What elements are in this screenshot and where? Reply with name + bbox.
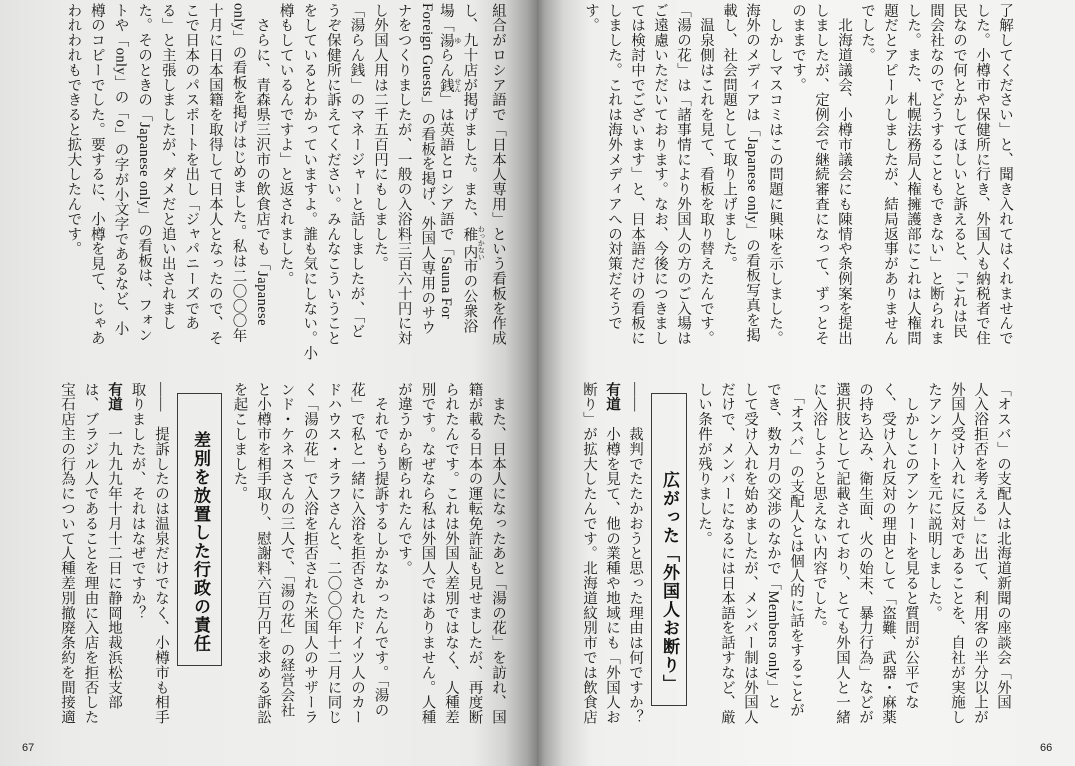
text-column: ―― 提訴したのは温泉だけでなく、小樽市も相手: [153, 382, 169, 725]
ruby-word: [461, 225, 486, 261]
text-segment: 市の公衆浴: [461, 258, 478, 334]
text-column: 人入浴拒否を考える」に出て、利用客の半分以上が: [972, 382, 988, 725]
text-column: 「湯の花」は「諸事情により外国人の方のご入場は: [675, 3, 691, 346]
text-column: 選択肢として記載されており、とても外国人と一緒: [834, 382, 850, 725]
text-segment: 一九九九年十月十二日に静岡地裁浜松支部: [106, 411, 122, 710]
text-column: 組合がロシア語で「日本人専用」という看板を作成: [490, 3, 506, 346]
text-column: でき、数カ月の交渉のなかで「Members only」と: [765, 382, 781, 710]
text-column: たアンケートを元に説明しました。: [926, 382, 942, 621]
text-column: 宝石店主の行為について人種差別撤廃条約を間接適: [59, 382, 75, 725]
text-column: われわれもできると拡大したんです。: [65, 3, 82, 257]
ruby-base: 湯: [437, 32, 454, 48]
page-67: [0, 0, 537, 766]
text-column: す。: [583, 3, 599, 33]
text-column: でした。: [859, 3, 875, 63]
text-column: うぞ保健所に訴えてください。みんなこういうこと: [324, 3, 341, 346]
ruby-base: 稚内: [461, 225, 478, 261]
text-segment: 小樽を見て、他の業種や地域にも「外国人お: [604, 411, 620, 725]
text-column: る」と主張しましたが、ダメだと追い出されまし: [159, 3, 176, 331]
text-column: 「湯らん銭」のマネージャーと話しましたが、「ど: [348, 3, 365, 339]
speaker-label: 有道: [604, 382, 620, 412]
text-column: [462, 3, 486, 369]
text-column: こで日本のパスポートを出し「ジャパニーズであ: [183, 3, 200, 331]
text-column: の持ち込み、衛生面、火の始末、暴力行為」などが: [857, 382, 873, 725]
text-column: 温泉側はこれを見て、看板を取り替えたんです。: [698, 3, 714, 346]
text-column: は、ブラジル人であることを理由に入店を拒否した: [82, 382, 99, 725]
ruby-word: [437, 32, 462, 48]
text-column: 題だとアピールしましたが、結局返事がありません: [882, 3, 898, 346]
text-column: をしているとわかっていますよ。誰も気にしない。小: [301, 3, 318, 361]
page-66: [537, 0, 1075, 766]
furigana: ゆ: [453, 32, 462, 48]
text-column: トや「only」の「o」の字が小文字であるなど、小: [112, 3, 129, 337]
text-column: した。小樽市や保健所に行き、外国人も納税者で住: [974, 3, 990, 346]
page-number: 66: [1040, 742, 1053, 754]
text-column: 北海道議会、小樽市議会にも陳情や条例案を提出: [836, 3, 852, 346]
lower-text-block: [54, 382, 509, 748]
text-column: ンド・ケネスさんの三人で、「湯の花」の経営会社: [278, 382, 295, 718]
text-column: く、受け入れ反対の理由として「盗難、武器・麻薬: [880, 382, 896, 725]
text-column: ―― 裁判でたたかおうと思った理由は何ですか？: [627, 382, 643, 725]
text-column: ご遠慮いただいております。なお、今後につきまし: [652, 3, 668, 346]
ruby-word: [437, 77, 462, 93]
text-column: only」の看板を掲げはじめました。私は二〇〇〇年: [230, 3, 247, 344]
upper-text-block: [579, 3, 1016, 369]
text-column: ナをつくりましたが、一般の入浴料三百六十円に対: [395, 3, 412, 346]
furigana: せん: [453, 77, 462, 93]
text-column: 樽のコピーでした。要するに、小樽を見て、じゃあ: [88, 3, 105, 346]
text-column: 了解してください」と、聞き入れてはくれませんで: [997, 3, 1013, 346]
text-column: 間会社なのでどうすることもできない」と断られま: [928, 3, 944, 346]
text-segment: らん: [437, 47, 454, 78]
text-column: 載し、社会問題として取り上げました。: [721, 3, 737, 272]
text-column: 別です。なぜなら私は外国人ではありません。人種: [419, 382, 436, 725]
text-column: さらに、青森県三沢市の飲食店でも「Japanese: [254, 3, 271, 326]
text-segment: し、九十店が掲げました。また、: [461, 3, 478, 227]
furigana: わっかない: [477, 225, 486, 261]
text-column: を起こしました。: [231, 382, 248, 502]
text-column: く「湯の花」で入浴を拒否された米国人のサザーラ: [302, 382, 318, 725]
text-column: が違うから断られたんです。: [396, 382, 412, 576]
text-column: だけで、メンバーになるには日本語を話すなど、厳: [719, 382, 735, 725]
page-number: 67: [22, 742, 35, 754]
section-heading-frame: [646, 382, 692, 748]
text-column: 籍が載る日本の運転免許証も見せましたが、再度断: [466, 382, 483, 725]
text-column: られたんです。これは外国人差別ではなく、人種差: [443, 382, 459, 725]
text-column: 断り」が拡大したんです。北海道紋別市では飲食店: [581, 382, 597, 725]
text-column: [600, 382, 623, 748]
text-column: 取りましたが、それはなぜですか？: [129, 382, 146, 621]
text-column: Foreign Guests」の看板を掲げ、外国人専用のサウ: [419, 3, 436, 336]
text-column: と小樽市を相手取り、慰謝料六百万円を求める訴訟: [255, 382, 271, 725]
text-column: し外国人用は二千五百円にもしました。: [372, 3, 389, 272]
text-segment: 」は英語とロシア語で「Sauna For: [437, 92, 454, 320]
text-column: して受け入れを始めましたが、メンバー制は外国人: [742, 382, 758, 725]
text-column: ドハウス・オラフさんと、二〇〇〇年十二月に同じ: [325, 382, 342, 725]
text-column: しましたが、定例会で継続審査になって、ずっとそ: [813, 3, 829, 346]
text-column: それでもう提訴するしかなかったんです。「湯の: [372, 382, 389, 718]
text-column: 樽もしているんですよ」と返されました。: [277, 3, 294, 287]
speaker-label: 有道: [106, 382, 122, 412]
text-column: しました。これは海外メディアへの対策だそうで: [606, 3, 622, 331]
text-column: しかしマスコミはこの問題に興味を示しました。: [767, 3, 783, 346]
text-column: 「オスバ」の支配人は北海道新聞の座談会「外国: [995, 382, 1011, 710]
lower-text-block: [577, 382, 1014, 748]
text-column: ては検討中でございます」と、日本語だけの看板に: [629, 3, 645, 346]
text-column: た。そのときの「Japanese only」の看板は、フォン: [136, 3, 153, 343]
text-column: 「オスバ」の支配人とは個人的に話をすることが: [788, 382, 804, 718]
text-column: 十月に日本国籍を取得して日本人となったので、そ: [206, 3, 223, 346]
text-column: 花」で私と一緒に入浴を拒否されたドイツ人のカー: [349, 382, 365, 725]
text-column: 海外のメディアは「Japanese only」の看板写真を掲: [744, 3, 760, 343]
text-column: 民なので何とかしてほしいと訴えると、「これは民: [951, 3, 967, 339]
text-column: また、日本人になったあと「湯の花」を訪れ、国: [490, 382, 506, 725]
text-column: に入浴しようと思えない内容でした。: [811, 382, 827, 636]
section-heading: 広がった「外国人お断り」: [651, 393, 687, 706]
text-segment: 場「: [437, 3, 454, 33]
text-column: 外国人受け入れに反対であることを、自社が実施し: [949, 382, 965, 725]
text-column: [102, 382, 126, 748]
ruby-base: 銭: [437, 77, 454, 93]
section-heading-frame: [172, 382, 227, 748]
text-column: しい条件が残りました。: [696, 382, 712, 546]
text-column: しかしこのアンケートを見ると質問が公平でな: [903, 382, 919, 710]
text-column: のままです。: [790, 3, 806, 93]
text-column: した。また、札幌法務局人権擁護部にこれは人権問: [905, 3, 921, 346]
section-heading: 差別を放置した行政の責任: [177, 393, 222, 666]
upper-text-block: [60, 3, 509, 369]
